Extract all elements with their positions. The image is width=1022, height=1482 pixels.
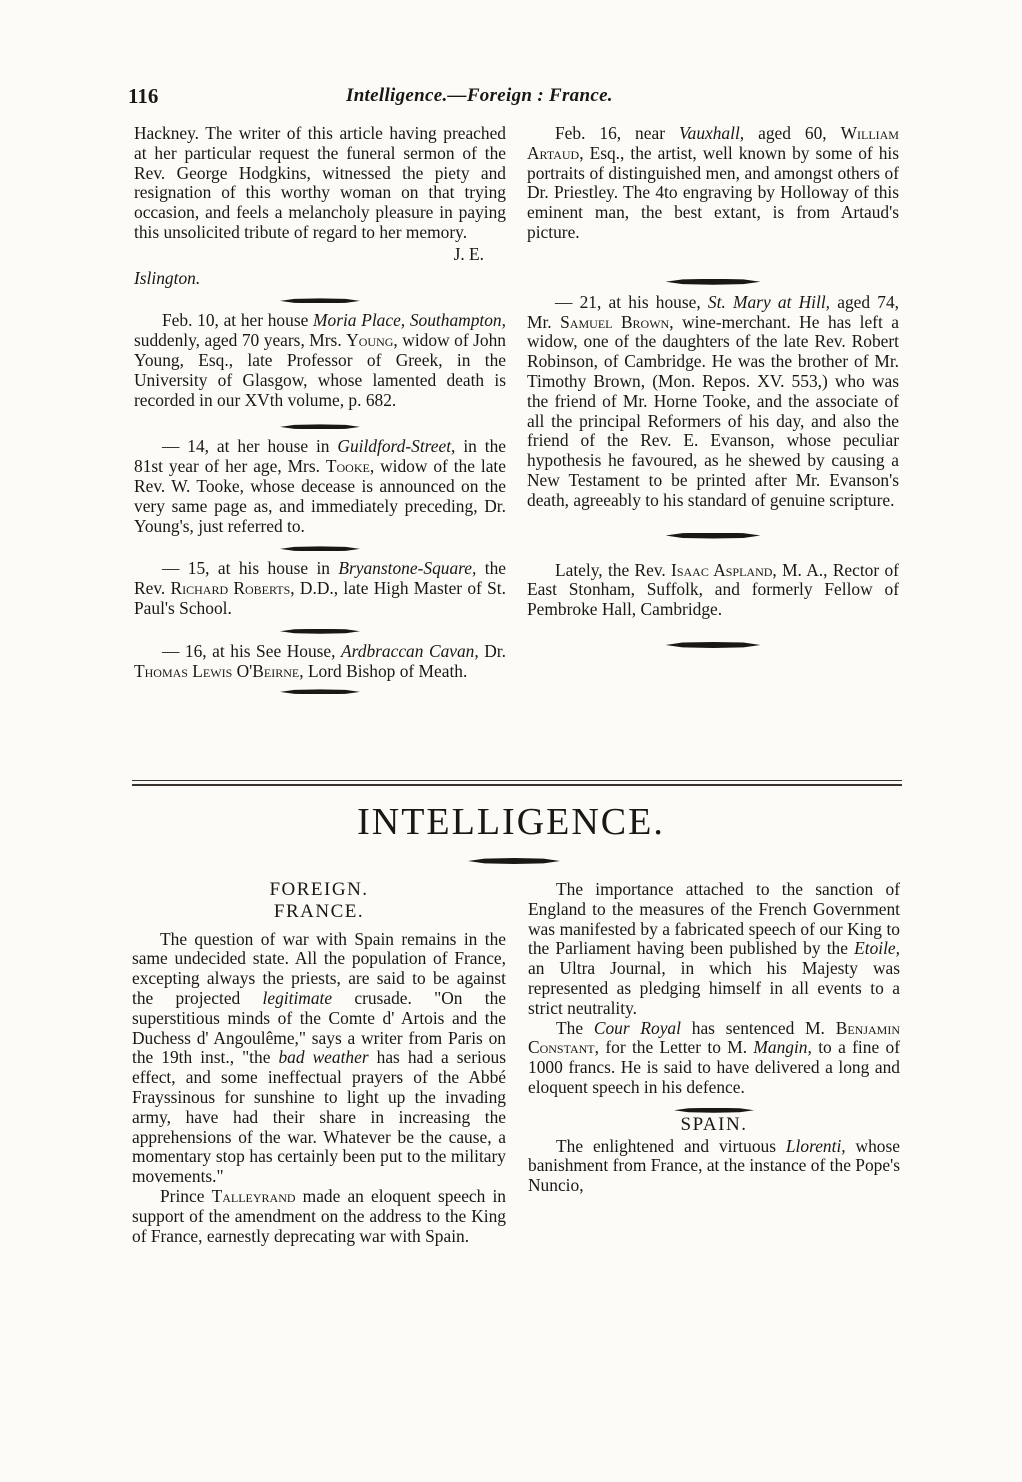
intelligence-column-left bbox=[132, 880, 506, 1246]
france-paragraph-2: Prince Talleyrand made an eloquent speech in support of the amendment on the address to the King of France, earnestly deprecating war with Spain. bbox=[132, 1185, 506, 1246]
section-divider bbox=[132, 780, 902, 788]
france-paragraph-4: The Cour Royal has sentenced M. Benjamin Constant, for the Letter to M. Mangin, to a fine of 1000 francs. He is said to have delivered a long and eloquent speech in his defence. bbox=[528, 1017, 900, 1097]
obituary-roberts: — 15, at his house in Bryanstone-Square, the Rev. Richard Roberts, D.D., late High Master of St. Paul's School. bbox=[134, 558, 506, 618]
obituary-column-right bbox=[527, 124, 899, 648]
spain-paragraph-1: The enlightened and virtuous Llorenti, whose banishment from France, at the instance of the Pope's Nuncio, bbox=[528, 1135, 900, 1196]
author-place: Islington. bbox=[134, 267, 201, 288]
running-head-title: Intelligence.—Foreign : France. bbox=[346, 85, 613, 106]
obituary-artaud: Feb. 16, near Vauxhall, aged 60, William Artaud, Esq., the artist, well known by some of his portraits of distinguished men, and amongst others of Dr. Priestley. The 4to engraving by Holloway of this eminent man, the best extant, is from Artaud's picture. bbox=[527, 123, 899, 242]
running-header bbox=[128, 84, 908, 114]
france-heading: FRANCE. bbox=[273, 900, 365, 922]
ornamental-rule bbox=[280, 689, 360, 694]
title-ornamental-rule bbox=[468, 858, 560, 864]
foreign-heading: FOREIGN. bbox=[269, 879, 369, 900]
ornamental-rule bbox=[674, 1108, 754, 1113]
france-paragraph-3: The importance attached to the sanction of England to the measures of the French Government was manifested by a fabricated speech of our King to the Parliament having been published by the Etoile, an Ultra Journal, in which his Majesty was represented as pledging himself in all events to a strict neutrality. bbox=[528, 879, 900, 1018]
obituary-obeirne: — 16, at his See House, Ardbraccan Cavan, Dr. Thomas Lewis O'Beirne, Lord Bishop of Meath. bbox=[134, 640, 506, 681]
author-initials: J. E. bbox=[453, 243, 484, 264]
obituary-young: Feb. 10, at her house Moria Place, Southampton, suddenly, aged 70 years, Mrs. Young, widow of John Young, Esq., late Professor of Greek, in the University of Glasgow, whose lamented death is recorded in our XVth volume, p. 682. bbox=[134, 310, 506, 410]
page-number: 116 bbox=[128, 84, 159, 108]
obituary-hackney-paragraph: Hackney. The writer of this article having preached at her particular request the funeral sermon of the Rev. George Hodgkins, witnessed the piety and resignation of this worthy woman on that trying occasion, and feels a melancholy pleasure in paying this unsolicited tribute of regard to her memory. bbox=[134, 123, 506, 242]
obituary-column-left bbox=[134, 124, 506, 694]
intelligence-title: INTELLIGENCE. bbox=[357, 801, 665, 843]
france-paragraph-1: The question of war with Spain remains in the same undecided state. All the population of France, excepting always the priests, are said to be against the projected legitimate crusade. "On the superstitious minds of the Comte d' Artois and the Duchess d' Angoulême," says a writer from Paris on the 19th inst., "the bad weather has had a serious effect, and some ineffectual prayers of the Abbé Frayssinous for sunshine to light up the invading army, have had their share in increasing the apprehensions of the war. Whatever be the cause, a momentary stop has certainly been put to the military movements." bbox=[132, 928, 506, 1187]
spain-heading: SPAIN. bbox=[680, 1113, 748, 1135]
obituary-brown: — 21, at his house, St. Mary at Hill, aged 74, Mr. Samuel Brown, wine-merchant. He has left a widow, one of the daughters of the late Rev. Robert Robinson, of Cambridge. He was the brother of Mr. Timothy Brown, (Mon. Repos. XV. 553,) who was the friend of Mr. Horne Tooke, and the associate of all the principal Reformers of his day, and also the friend of the Rev. E. Evanson, whose peculiar hypothesis he favoured, as he shewed by causing a New Testament to be printed after Mr. Evanson's death, agreeably to his standard of genuine scripture. bbox=[527, 291, 899, 510]
obituary-tooke: — 14, at her house in Guildford-Street, in the 81st year of her age, Mrs. Tooke, widow of the late Rev. W. Tooke, whose decease is announced on the very same page as, and immediately preceding, Dr. Young's, just referred to. bbox=[134, 436, 506, 536]
ornamental-rule bbox=[666, 642, 761, 648]
obituary-aspland: Lately, the Rev. Isaac Aspland, M. A., Rector of East Stonham, Suffolk, and formerly Fellow of Pembroke Hall, Cambridge. bbox=[527, 559, 899, 620]
intelligence-column-right bbox=[528, 880, 900, 1196]
